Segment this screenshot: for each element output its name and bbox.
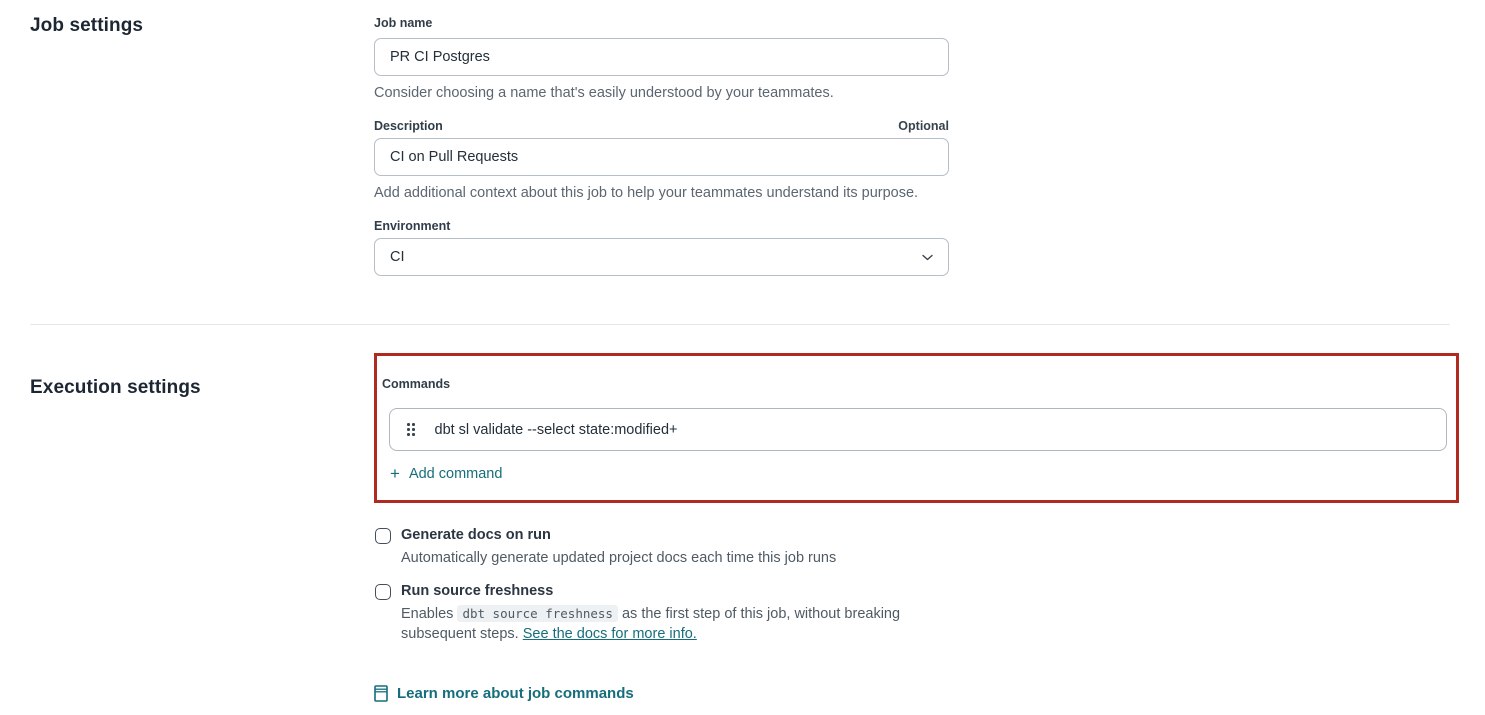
execution-settings-heading: Execution settings [30,377,201,398]
add-command-label: Add command [408,465,503,482]
run-source-freshness-checkbox[interactable] [375,584,391,600]
chevron-down-icon [922,249,933,265]
environment-select[interactable] [374,238,949,276]
freshness-code-snippet: dbt source freshness [457,605,618,622]
learn-more-link[interactable] [374,685,634,702]
generate-docs-label[interactable]: Generate docs on run [401,527,551,543]
description-optional-tag: Optional [898,119,949,133]
commands-highlighted-region [374,353,1459,503]
command-input-value[interactable]: dbt sl validate --select state:modified+ [434,421,678,438]
description-value: CI on Pull Requests [390,149,519,165]
job-name-value: PR CI Postgres [390,49,490,65]
drag-handle-icon[interactable] [405,420,417,439]
job-options [375,527,1459,644]
command-row[interactable] [389,408,1447,451]
job-settings-form [374,15,949,276]
environment-selected-value: CI [390,249,405,265]
see-docs-link[interactable]: See the docs for more info. [522,626,697,642]
generate-docs-checkbox[interactable] [375,528,391,544]
job-name-label: Job name [374,16,433,30]
job-name-input[interactable] [374,38,949,76]
environment-label: Environment [374,219,451,233]
commands-label: Commands [382,377,451,391]
description-helper: Add additional context about this job to help your teammates understand its purpose. [374,185,919,201]
run-source-freshness-description [401,604,946,644]
execution-settings-section [0,325,1485,707]
add-command-button[interactable] [390,465,502,486]
job-settings-heading: Job settings [30,15,144,36]
freshness-desc-suffix: as the first step of this job, without breaking subsequent steps. [401,606,901,642]
learn-more-label: Learn more about job commands [397,685,634,702]
execution-settings-heading-col [30,353,374,707]
run-source-freshness-label[interactable]: Run source freshness [401,583,554,599]
description-label: Description [374,119,443,133]
job-settings-heading-col [30,15,374,276]
job-name-helper: Consider choosing a name that's easily understood by your teammates. [374,85,834,101]
run-source-freshness-row [375,583,1459,644]
generate-docs-row [375,527,1459,568]
generate-docs-description: Automatically generate updated project docs each time this job runs [401,550,837,566]
book-icon [374,685,388,702]
execution-settings-content [374,353,1459,707]
plus-icon: + [390,464,400,483]
job-settings-section [0,0,1485,276]
description-input[interactable] [374,138,949,176]
freshness-desc-prefix: Enables [401,606,458,622]
